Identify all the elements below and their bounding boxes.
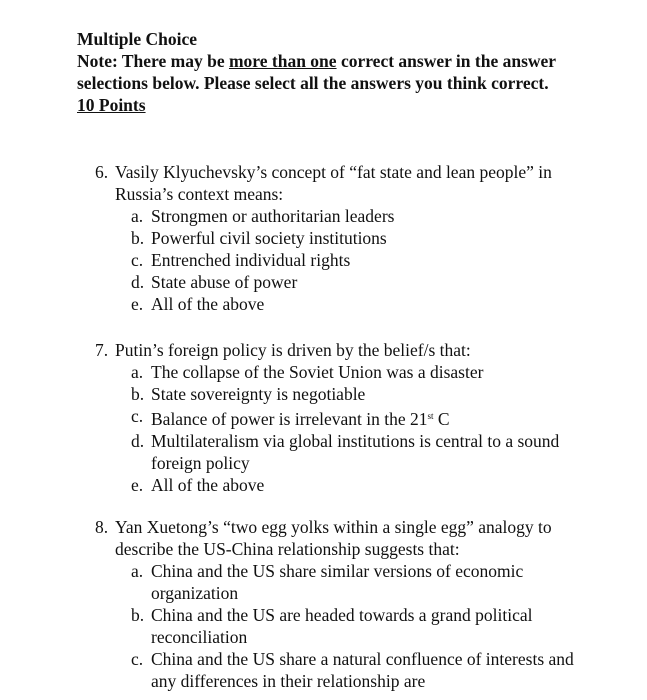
option-text xyxy=(151,405,595,430)
answer-option-b[interactable] xyxy=(95,604,595,648)
option-text: China and the US share similar versions of economic organization xyxy=(151,561,524,603)
answer-option-e[interactable] xyxy=(95,474,595,496)
option-text: China and the US are headed towards a grand political reconciliation xyxy=(151,605,533,647)
answer-option-a[interactable] xyxy=(95,560,595,604)
option-text-main: Balance of power is irrelevant in the 21 xyxy=(151,409,428,429)
option-text: China and the US share a natural confluence of interests and any differences in their relationship are xyxy=(151,649,574,691)
instructions-header xyxy=(77,28,597,116)
option-text: The collapse of the Soviet Union was a disaster xyxy=(151,362,484,382)
note-prefix: Note: There may be xyxy=(77,51,229,71)
option-text: Strongmen or authoritarian leaders xyxy=(151,206,395,226)
instructions-note xyxy=(77,50,597,94)
option-letter: a. xyxy=(131,206,144,226)
question-text: Yan Xuetong’s “two egg yolks within a single egg” analogy to describe the US-China relationship suggests that: xyxy=(115,517,552,559)
option-letter: e. xyxy=(131,475,144,495)
answer-option-d[interactable] xyxy=(95,430,595,474)
answer-option-c[interactable] xyxy=(95,249,595,271)
option-letter: e. xyxy=(131,294,144,314)
option-text: State abuse of power xyxy=(151,272,298,292)
question-text: Vasily Klyuchevsky’s concept of “fat state and lean people” in Russia’s context means: xyxy=(115,162,552,204)
option-text-end: C xyxy=(433,409,450,429)
option-letter: c. xyxy=(131,649,144,669)
option-letter: d. xyxy=(131,272,145,292)
answer-option-d[interactable] xyxy=(95,271,595,293)
option-text: Entrenched individual rights xyxy=(151,250,351,270)
question-text: Putin’s foreign policy is driven by the belief/s that: xyxy=(115,340,471,360)
option-text: Powerful civil society institutions xyxy=(151,228,387,248)
option-text: All of the above xyxy=(151,294,265,314)
option-text: Multilateralism via global institutions is central to a sound foreign policy xyxy=(151,431,560,473)
answer-options xyxy=(95,361,595,496)
answer-option-a[interactable] xyxy=(95,205,595,227)
question-7 xyxy=(95,339,595,496)
answer-option-b[interactable] xyxy=(95,227,595,249)
option-text: All of the above xyxy=(151,475,265,495)
option-letter: b. xyxy=(131,384,145,404)
option-letter: c. xyxy=(131,406,144,426)
option-letter: d. xyxy=(131,431,145,451)
section-title: Multiple Choice xyxy=(77,29,198,49)
option-text: State sovereignty is negotiable xyxy=(151,384,366,404)
note-emphasis: more than one xyxy=(228,51,337,71)
question-number: 8. xyxy=(95,517,109,537)
option-letter: b. xyxy=(131,605,145,625)
option-letter: b. xyxy=(131,228,145,248)
question-number: 6. xyxy=(95,162,109,182)
question-8 xyxy=(95,516,595,692)
answer-options xyxy=(95,560,595,692)
option-letter: c. xyxy=(131,250,144,270)
answer-options xyxy=(95,205,595,315)
answer-option-c[interactable] xyxy=(95,405,595,430)
question-number: 7. xyxy=(95,340,109,360)
answer-option-b[interactable] xyxy=(95,383,595,405)
option-letter: a. xyxy=(131,362,144,382)
option-letter: a. xyxy=(131,561,144,581)
question-6 xyxy=(95,161,595,315)
ordinal-suffix: st xyxy=(427,411,434,421)
note-suffix: correct answer in the answer selections below. Please select all the answers you think correct. xyxy=(77,51,556,93)
points-label: 10 Points xyxy=(77,95,146,115)
answer-option-e[interactable] xyxy=(95,293,595,315)
answer-option-c[interactable] xyxy=(95,648,595,692)
answer-option-a[interactable] xyxy=(95,361,595,383)
